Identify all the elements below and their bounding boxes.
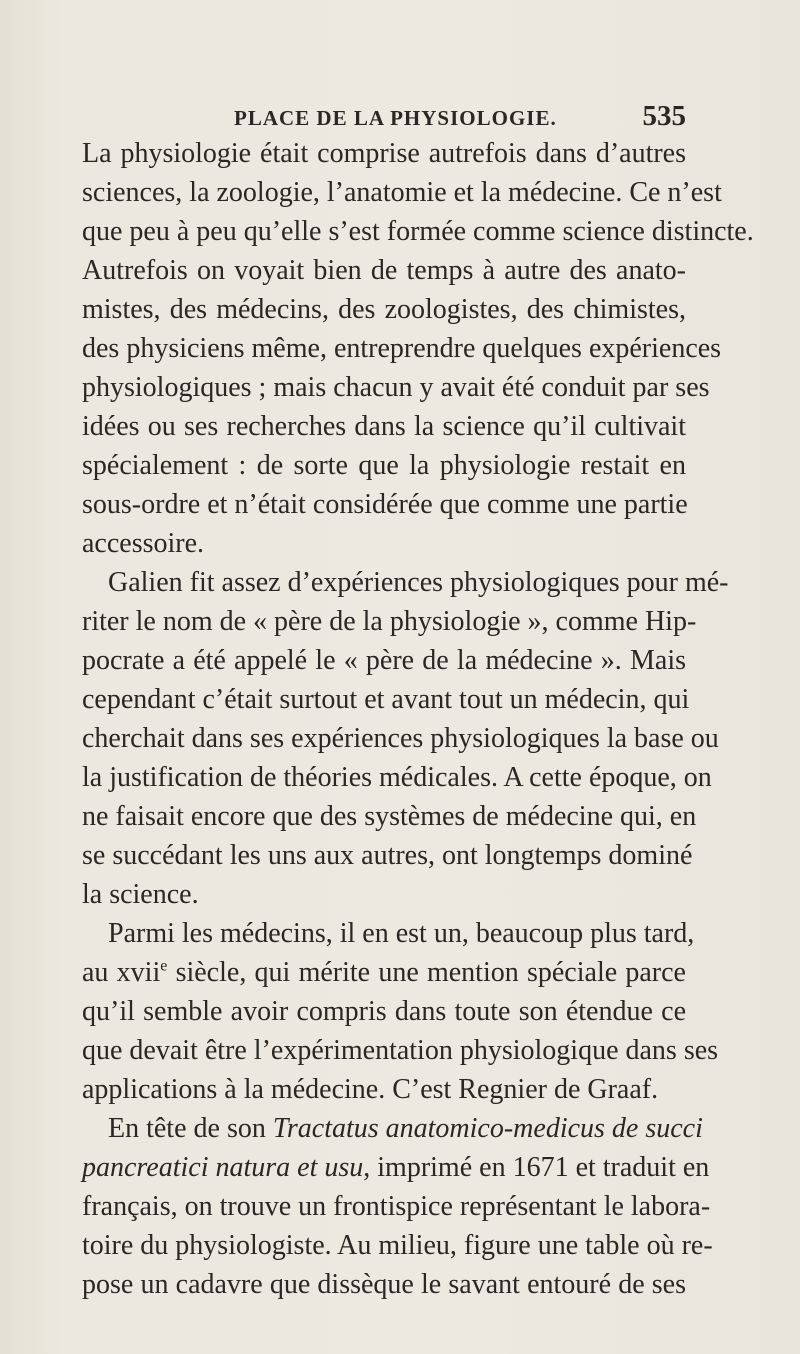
text-line: se succédant les uns aux autres, ont longtemps dominé [82, 840, 693, 871]
text-line [82, 953, 686, 992]
text-line: sous-ordre et n’était considérée que comme une partie [82, 489, 688, 520]
body-text [82, 134, 754, 1304]
text-line: physiologiques ; mais chacun y avait été conduit par ses [82, 372, 710, 403]
text-line: mistes, des médecins, des zoologistes, des chimistes, [82, 294, 686, 325]
text-line: que peu à peu qu’elle s’est formée comme science distincte. [82, 216, 754, 247]
text-line: pocrate a été appelé le « père de la médecine ». Mais [82, 645, 686, 676]
text-line: français, on trouve un frontispice représentant le labora- [82, 1191, 711, 1222]
text-line: riter le nom de « père de la physiologie », comme Hip- [82, 606, 697, 637]
text-line: des physiciens même, entreprendre quelques expériences [82, 333, 722, 364]
text-span: , imprimé en 1671 et traduit en [363, 1152, 710, 1183]
text-line: que devait être l’expérimentation physiologique dans ses [82, 1035, 719, 1066]
text-span: En tête de son [108, 1113, 273, 1144]
text-line [82, 1148, 710, 1187]
text-line: la justification de théories médicales. A cette époque, on [82, 762, 712, 793]
page-number: 535 [642, 100, 686, 132]
text-line: pose un cadavre que dissèque le savant entouré de ses [82, 1269, 686, 1300]
italic-title: Tractatus anatomico-medicus de succi [272, 1113, 703, 1144]
text-line: Parmi les médecins, il en est un, beaucoup plus tard, [108, 918, 695, 949]
text-line: toire du physiologiste. Au milieu, figure une table où re- [82, 1230, 713, 1261]
text-line: cependant c’était surtout et avant tout un médecin, qui [82, 684, 690, 715]
text-line: Autrefois on voyait bien de temps à autre des anato- [82, 255, 686, 286]
text-span: au xvii [82, 957, 161, 988]
text-line: La physiologie était comprise autrefois dans d’autres [82, 138, 686, 169]
text-line: Galien fit assez d’expériences physiologiques pour mé- [108, 567, 729, 598]
text-span: siècle, qui mérite une mention spéciale parce [167, 957, 686, 988]
text-line: applications à la médecine. C’est Regnier de Graaf. [82, 1074, 659, 1105]
text-line: la science. [82, 879, 199, 910]
text-line: cherchait dans ses expériences physiologiques la base ou [82, 723, 719, 754]
italic-title: pancreatici natura et usu [82, 1152, 364, 1183]
text-line: accessoire. [82, 528, 205, 559]
text-line [82, 1109, 703, 1148]
text-line: qu’il semble avoir compris dans toute son étendue ce [82, 996, 686, 1027]
running-title: PLACE DE LA PHYSIOLOGIE. [234, 106, 557, 130]
text-line: ne faisait encore que des systèmes de médecine qui, en [82, 801, 697, 832]
superscript: e [160, 957, 168, 975]
text-line: sciences, la zoologie, l’anatomie et la médecine. Ce n’est [82, 177, 722, 208]
text-line: spécialement : de sorte que la physiologie restait en [82, 450, 686, 481]
text-line: idées ou ses recherches dans la science qu’il cultivait [82, 411, 686, 442]
running-head [82, 100, 686, 130]
